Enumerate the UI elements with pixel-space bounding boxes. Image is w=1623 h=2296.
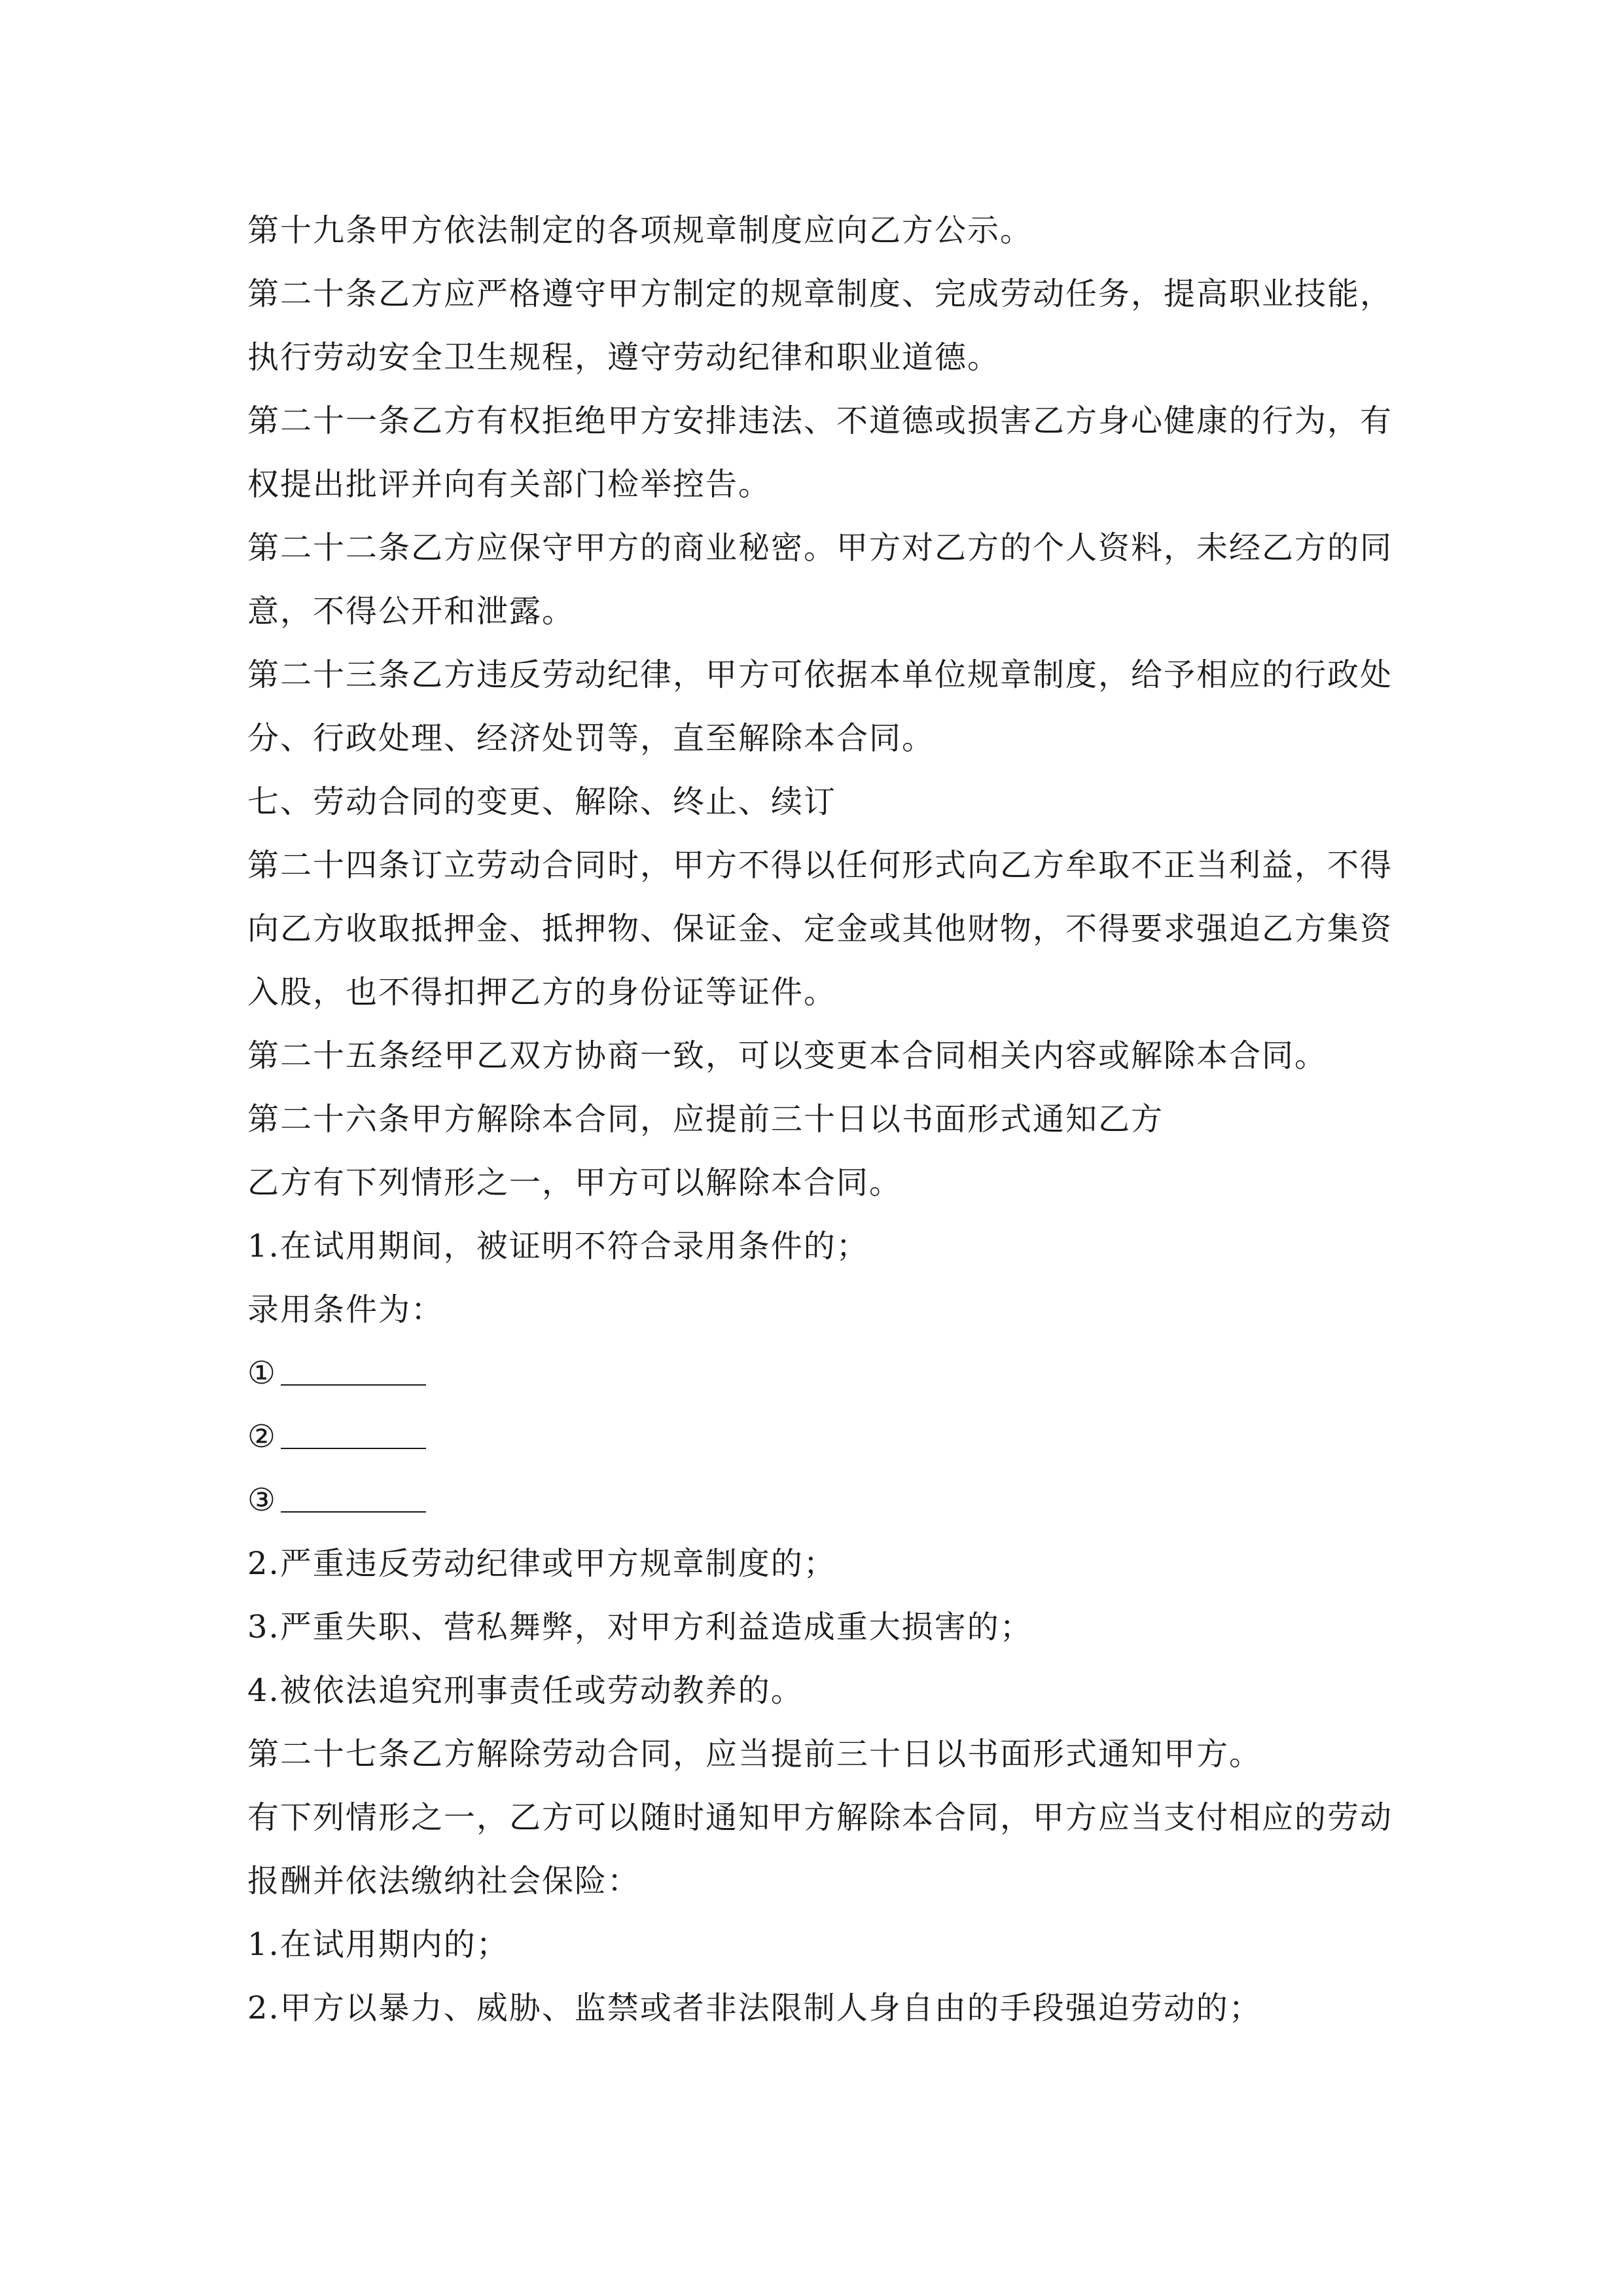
paragraph-line: 执行劳动安全卫生规程，遵守劳动纪律和职业道德。 [247, 339, 1001, 376]
paragraph-line: 录用条件为： [247, 1291, 444, 1328]
fill-in-blank [281, 1384, 426, 1386]
list-item: 3.严重失职、营私舞弊，对甲方利益造成重大损害的； [247, 1609, 1033, 1645]
fill-in-blank-row [247, 1469, 1377, 1532]
blank-marker: ③ [247, 1482, 277, 1518]
paragraph-line: 第二十五条经甲乙双方协商一致，可以变更本合同相关内容或解除本合同。 [247, 1037, 1328, 1074]
list-item: 2.甲方以暴力、威胁、监禁或者非法限制人身自由的手段强迫劳动的； [247, 1990, 1262, 2026]
fill-in-blank [281, 1511, 426, 1513]
section-heading: 七、劳动合同的变更、解除、终止、续订 [247, 783, 837, 820]
fill-in-blank-row [247, 1405, 1377, 1469]
document-body [247, 199, 1393, 2040]
paragraph-line: 第二十条乙方应严格遵守甲方制定的规章制度、完成劳动任务，提高职业技能， [247, 276, 1393, 312]
fill-in-blank [281, 1448, 426, 1449]
paragraph-line: 第二十三条乙方违反劳动纪律，甲方可依据本单位规章制度，给予相应的行政处 [247, 656, 1393, 693]
list-item: 1.在试用期内的； [247, 1926, 509, 1963]
paragraph-line: 入股，也不得扣押乙方的身份证等证件。 [247, 974, 837, 1011]
paragraph-line: 权提出批评并向有关部门检举控告。 [247, 466, 772, 503]
list-item: 4.被依法追究刑事责任或劳动教养的。 [247, 1672, 804, 1709]
paragraph-line: 第二十一条乙方有权拒绝甲方安排违法、不道德或损害乙方身心健康的行为，有 [247, 403, 1393, 439]
paragraph-line: 乙方有下列情形之一，甲方可以解除本合同。 [247, 1164, 902, 1201]
paragraph-line: 意，不得公开和泄露。 [247, 593, 575, 630]
paragraph-line: 向乙方收取抵押金、抵押物、保证金、定金或其他财物，不得要求强迫乙方集资 [247, 910, 1393, 947]
blank-marker: ① [247, 1355, 277, 1391]
paragraph-line: 第二十四条订立劳动合同时，甲方不得以任何形式向乙方牟取不正当利益，不得 [247, 847, 1393, 884]
paragraph-line: 报酬并依法缴纳社会保险： [247, 1863, 641, 1899]
paragraph-line: 分、行政处理、经济处罚等，直至解除本合同。 [247, 720, 935, 757]
paragraph-line: 第二十二条乙方应保守甲方的商业秘密。甲方对乙方的个人资料，未经乙方的同 [247, 529, 1393, 566]
paragraph-line: 第二十六条甲方解除本合同，应提前三十日以书面形式通知乙方 [247, 1101, 1164, 1138]
list-item: 2.严重违反劳动纪律或甲方规章制度的； [247, 1545, 836, 1582]
list-item: 1.在试用期间，被证明不符合录用条件的； [247, 1228, 869, 1265]
paragraph-line: 有下列情形之一，乙方可以随时通知甲方解除本合同，甲方应当支付相应的劳动 [247, 1799, 1393, 1836]
blank-marker: ② [247, 1418, 277, 1455]
fill-in-blank-row [247, 1342, 1377, 1405]
paragraph-line: 第二十七条乙方解除劳动合同，应当提前三十日以书面形式通知甲方。 [247, 1736, 1262, 1772]
paragraph-line: 第十九条甲方依法制定的各项规章制度应向乙方公示。 [247, 212, 1033, 249]
